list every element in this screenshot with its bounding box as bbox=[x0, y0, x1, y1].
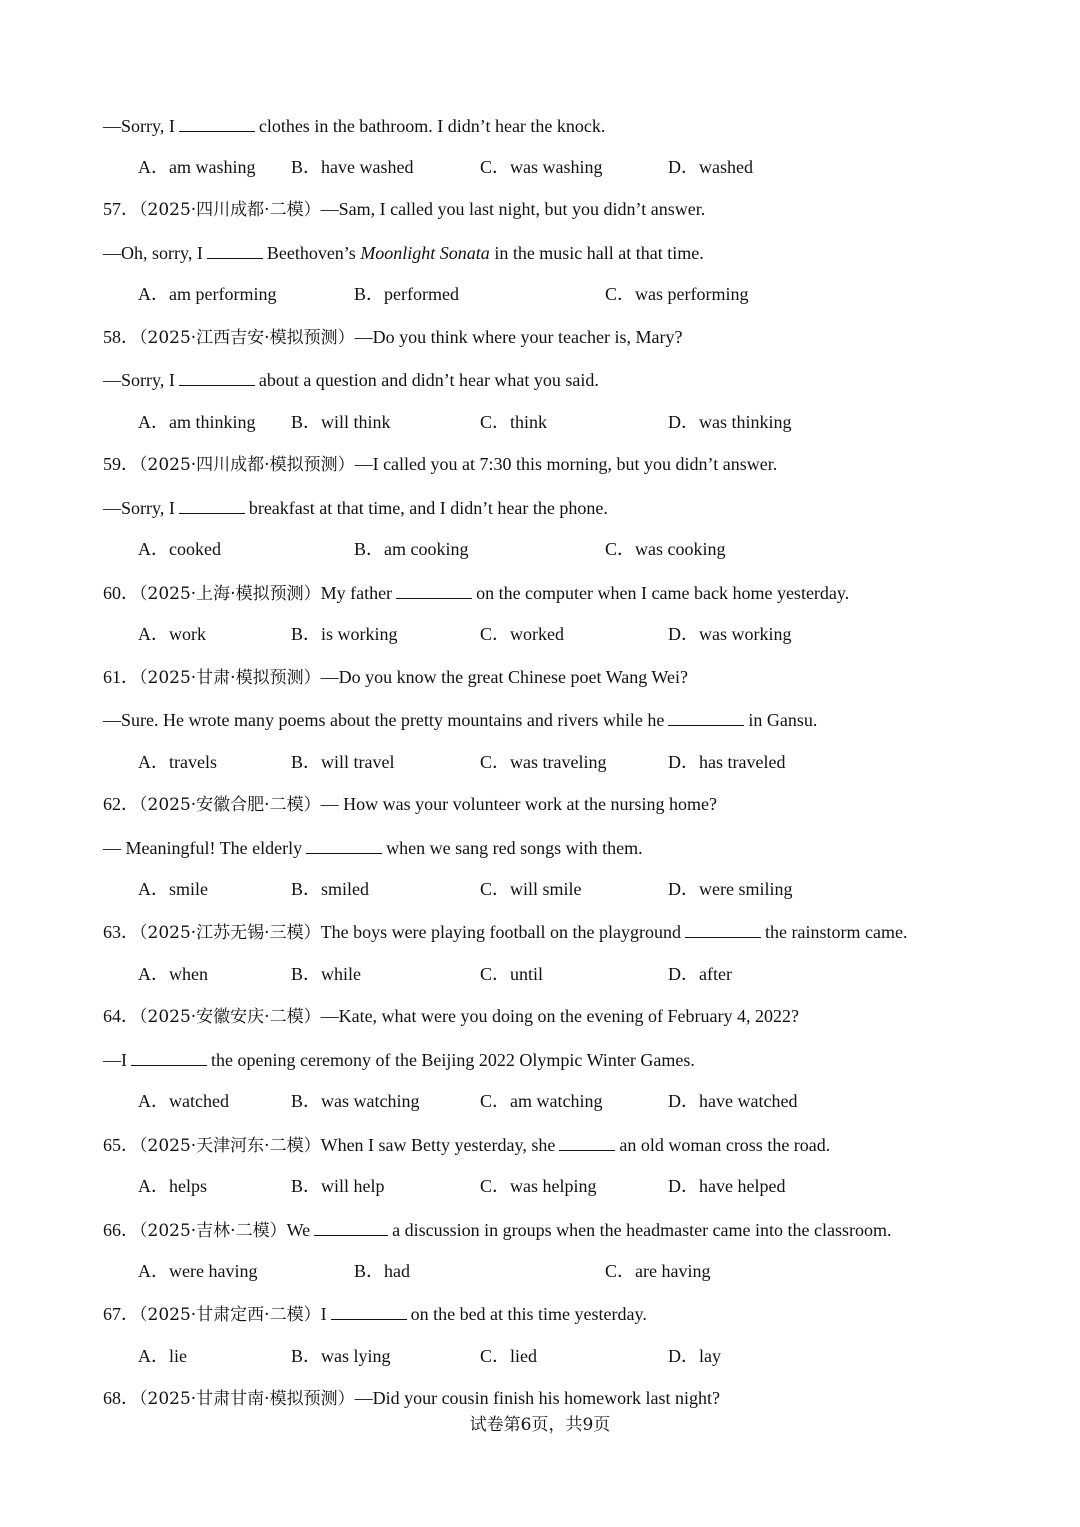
q62-option-c: C．will smile bbox=[480, 879, 582, 899]
q60-option-c: C．worked bbox=[480, 624, 564, 644]
q60-option-a: A．work bbox=[138, 624, 206, 644]
q64-stem: 64．（2025·安徽安庆·二模）—Kate, what were you doing on the evening of February 4, 2022? bbox=[103, 1006, 799, 1027]
q56-option-b: B．have washed bbox=[291, 157, 414, 177]
q62-stem: 62．（2025·安徽合肥·二模）— How was your volunteer work at the nursing home? bbox=[103, 794, 717, 815]
q60-option-d: D．was working bbox=[668, 624, 792, 644]
q63-option-d: D．after bbox=[668, 964, 732, 984]
q57-answer-line: —Oh, sorry, I Beethoven’s Moonlight Sonata in the music hall at that time. bbox=[103, 243, 704, 263]
q62-source: （2025·安徽合肥·二模） bbox=[139, 795, 321, 815]
q67-stem: 67．（2025·甘肃定西·二模）I on the bed at this time yesterday. bbox=[103, 1304, 647, 1325]
q58-source: （2025·江西吉安·模拟预测） bbox=[139, 328, 355, 348]
q63-stem: 63．（2025·江苏无锡·三模）The boys were playing football on the playground the rainstorm came. bbox=[103, 922, 908, 943]
q66-stem: 66．（2025·吉林·二模）We a discussion in groups when the headmaster came into the classroom. bbox=[103, 1220, 892, 1241]
q59-option-c: C．was cooking bbox=[605, 539, 726, 559]
q64-option-d: D．have watched bbox=[668, 1091, 798, 1111]
q58-answer-line: —Sorry, I about a question and didn’t hear what you said. bbox=[103, 370, 599, 390]
q63-source: （2025·江苏无锡·三模） bbox=[139, 923, 321, 943]
q66-option-a: A．were having bbox=[138, 1261, 258, 1281]
q63-option-b: B．while bbox=[291, 964, 362, 984]
q58-option-b: B．will think bbox=[291, 412, 391, 432]
q67-source: （2025·甘肃定西·二模） bbox=[139, 1305, 321, 1325]
q65-option-b: B．will help bbox=[291, 1176, 385, 1196]
q56-option-a: A．am washing bbox=[138, 157, 256, 177]
q65-option-a: A．helps bbox=[138, 1176, 207, 1196]
q56-option-d: D．washed bbox=[668, 157, 753, 177]
answer-blank bbox=[306, 836, 382, 854]
q64-answer-line: —I the opening ceremony of the Beijing 2022 Olympic Winter Games. bbox=[103, 1050, 695, 1070]
q68-stem: 68．（2025·甘肃甘南·模拟预测）—Did your cousin finish his homework last night? bbox=[103, 1388, 721, 1409]
q66-source: （2025·吉林·二模） bbox=[139, 1221, 287, 1241]
q67-option-a: A．lie bbox=[138, 1346, 187, 1366]
q58-stem: 58．（2025·江西吉安·模拟预测）—Do you think where your teacher is, Mary? bbox=[103, 327, 683, 348]
answer-blank bbox=[314, 1218, 388, 1236]
answer-blank bbox=[179, 114, 255, 132]
answer-blank bbox=[559, 1133, 615, 1151]
q57-option-c: C．was performing bbox=[605, 284, 749, 304]
q57-stem: 57．（2025·四川成都·二模）—Sam, I called you last night, but you didn’t answer. bbox=[103, 199, 706, 220]
q56-option-c: C．was washing bbox=[480, 157, 603, 177]
q64-option-c: C．am watching bbox=[480, 1091, 603, 1111]
q56-answer-line: —Sorry, I clothes in the bathroom. I didn’t hear the knock. bbox=[103, 116, 606, 136]
q59-answer-line: —Sorry, I breakfast at that time, and I didn’t hear the phone. bbox=[103, 498, 608, 518]
answer-blank bbox=[668, 708, 744, 726]
q59-source: （2025·四川成都·模拟预测） bbox=[139, 455, 355, 475]
q64-option-a: A．watched bbox=[138, 1091, 229, 1111]
q58-option-d: D．was thinking bbox=[668, 412, 792, 432]
q63-option-a: A．when bbox=[138, 964, 208, 984]
q61-option-b: B．will travel bbox=[291, 752, 395, 772]
q57-option-b: B．performed bbox=[354, 284, 459, 304]
q64-source: （2025·安徽安庆·二模） bbox=[139, 1007, 321, 1027]
q57-option-a: A．am performing bbox=[138, 284, 277, 304]
answer-blank bbox=[331, 1302, 407, 1320]
answer-blank bbox=[396, 581, 472, 599]
q65-stem: 65．（2025·天津河东·二模）When I saw Betty yesterday, she an old woman cross the road. bbox=[103, 1135, 831, 1156]
answer-blank bbox=[179, 368, 255, 386]
q67-option-d: D．lay bbox=[668, 1346, 721, 1366]
q67-option-c: C．lied bbox=[480, 1346, 538, 1366]
q61-option-c: C．was traveling bbox=[480, 752, 607, 772]
q57-source: （2025·四川成都·二模） bbox=[139, 200, 321, 220]
q65-option-d: D．have helped bbox=[668, 1176, 786, 1196]
q62-option-a: A．smile bbox=[138, 879, 208, 899]
q62-answer-line: — Meaningful! The elderly when we sang red songs with them. bbox=[103, 838, 643, 858]
q62-option-b: B．smiled bbox=[291, 879, 370, 899]
answer-blank bbox=[179, 496, 245, 514]
q59-option-b: B．am cooking bbox=[354, 539, 469, 559]
q65-option-c: C．was helping bbox=[480, 1176, 597, 1196]
q65-source: （2025·天津河东·二模） bbox=[139, 1136, 321, 1156]
q60-source: （2025·上海·模拟预测） bbox=[139, 584, 321, 604]
answer-blank bbox=[685, 920, 761, 938]
q58-option-c: C．think bbox=[480, 412, 548, 432]
answer-blank bbox=[131, 1048, 207, 1066]
q67-option-b: B．was lying bbox=[291, 1346, 391, 1366]
q62-option-d: D．were smiling bbox=[668, 879, 793, 899]
q59-stem: 59．（2025·四川成都·模拟预测）—I called you at 7:30 this morning, but you didn’t answer. bbox=[103, 454, 778, 475]
q61-stem: 61．（2025·甘肃·模拟预测）—Do you know the great Chinese poet Wang Wei? bbox=[103, 667, 688, 688]
q61-option-a: A．travels bbox=[138, 752, 217, 772]
page-footer: 试卷第6页，共9页 bbox=[469, 1415, 611, 1435]
q59-option-a: A．cooked bbox=[138, 539, 221, 559]
q66-option-c: C．are having bbox=[605, 1261, 711, 1281]
work-title: Moonlight Sonata bbox=[360, 243, 490, 263]
q60-option-b: B．is working bbox=[291, 624, 398, 644]
answer-blank bbox=[207, 241, 263, 259]
q61-option-d: D．has traveled bbox=[668, 752, 786, 772]
q68-source: （2025·甘肃甘南·模拟预测） bbox=[139, 1389, 355, 1409]
q61-source: （2025·甘肃·模拟预测） bbox=[139, 668, 321, 688]
q63-option-c: C．until bbox=[480, 964, 544, 984]
q60-stem: 60．（2025·上海·模拟预测）My father on the computer when I came back home yesterday. bbox=[103, 583, 850, 604]
q64-option-b: B．was watching bbox=[291, 1091, 420, 1111]
q66-option-b: B．had bbox=[354, 1261, 411, 1281]
q61-answer-line: —Sure. He wrote many poems about the pretty mountains and rivers while he in Gansu. bbox=[103, 710, 818, 730]
q58-option-a: A．am thinking bbox=[138, 412, 256, 432]
